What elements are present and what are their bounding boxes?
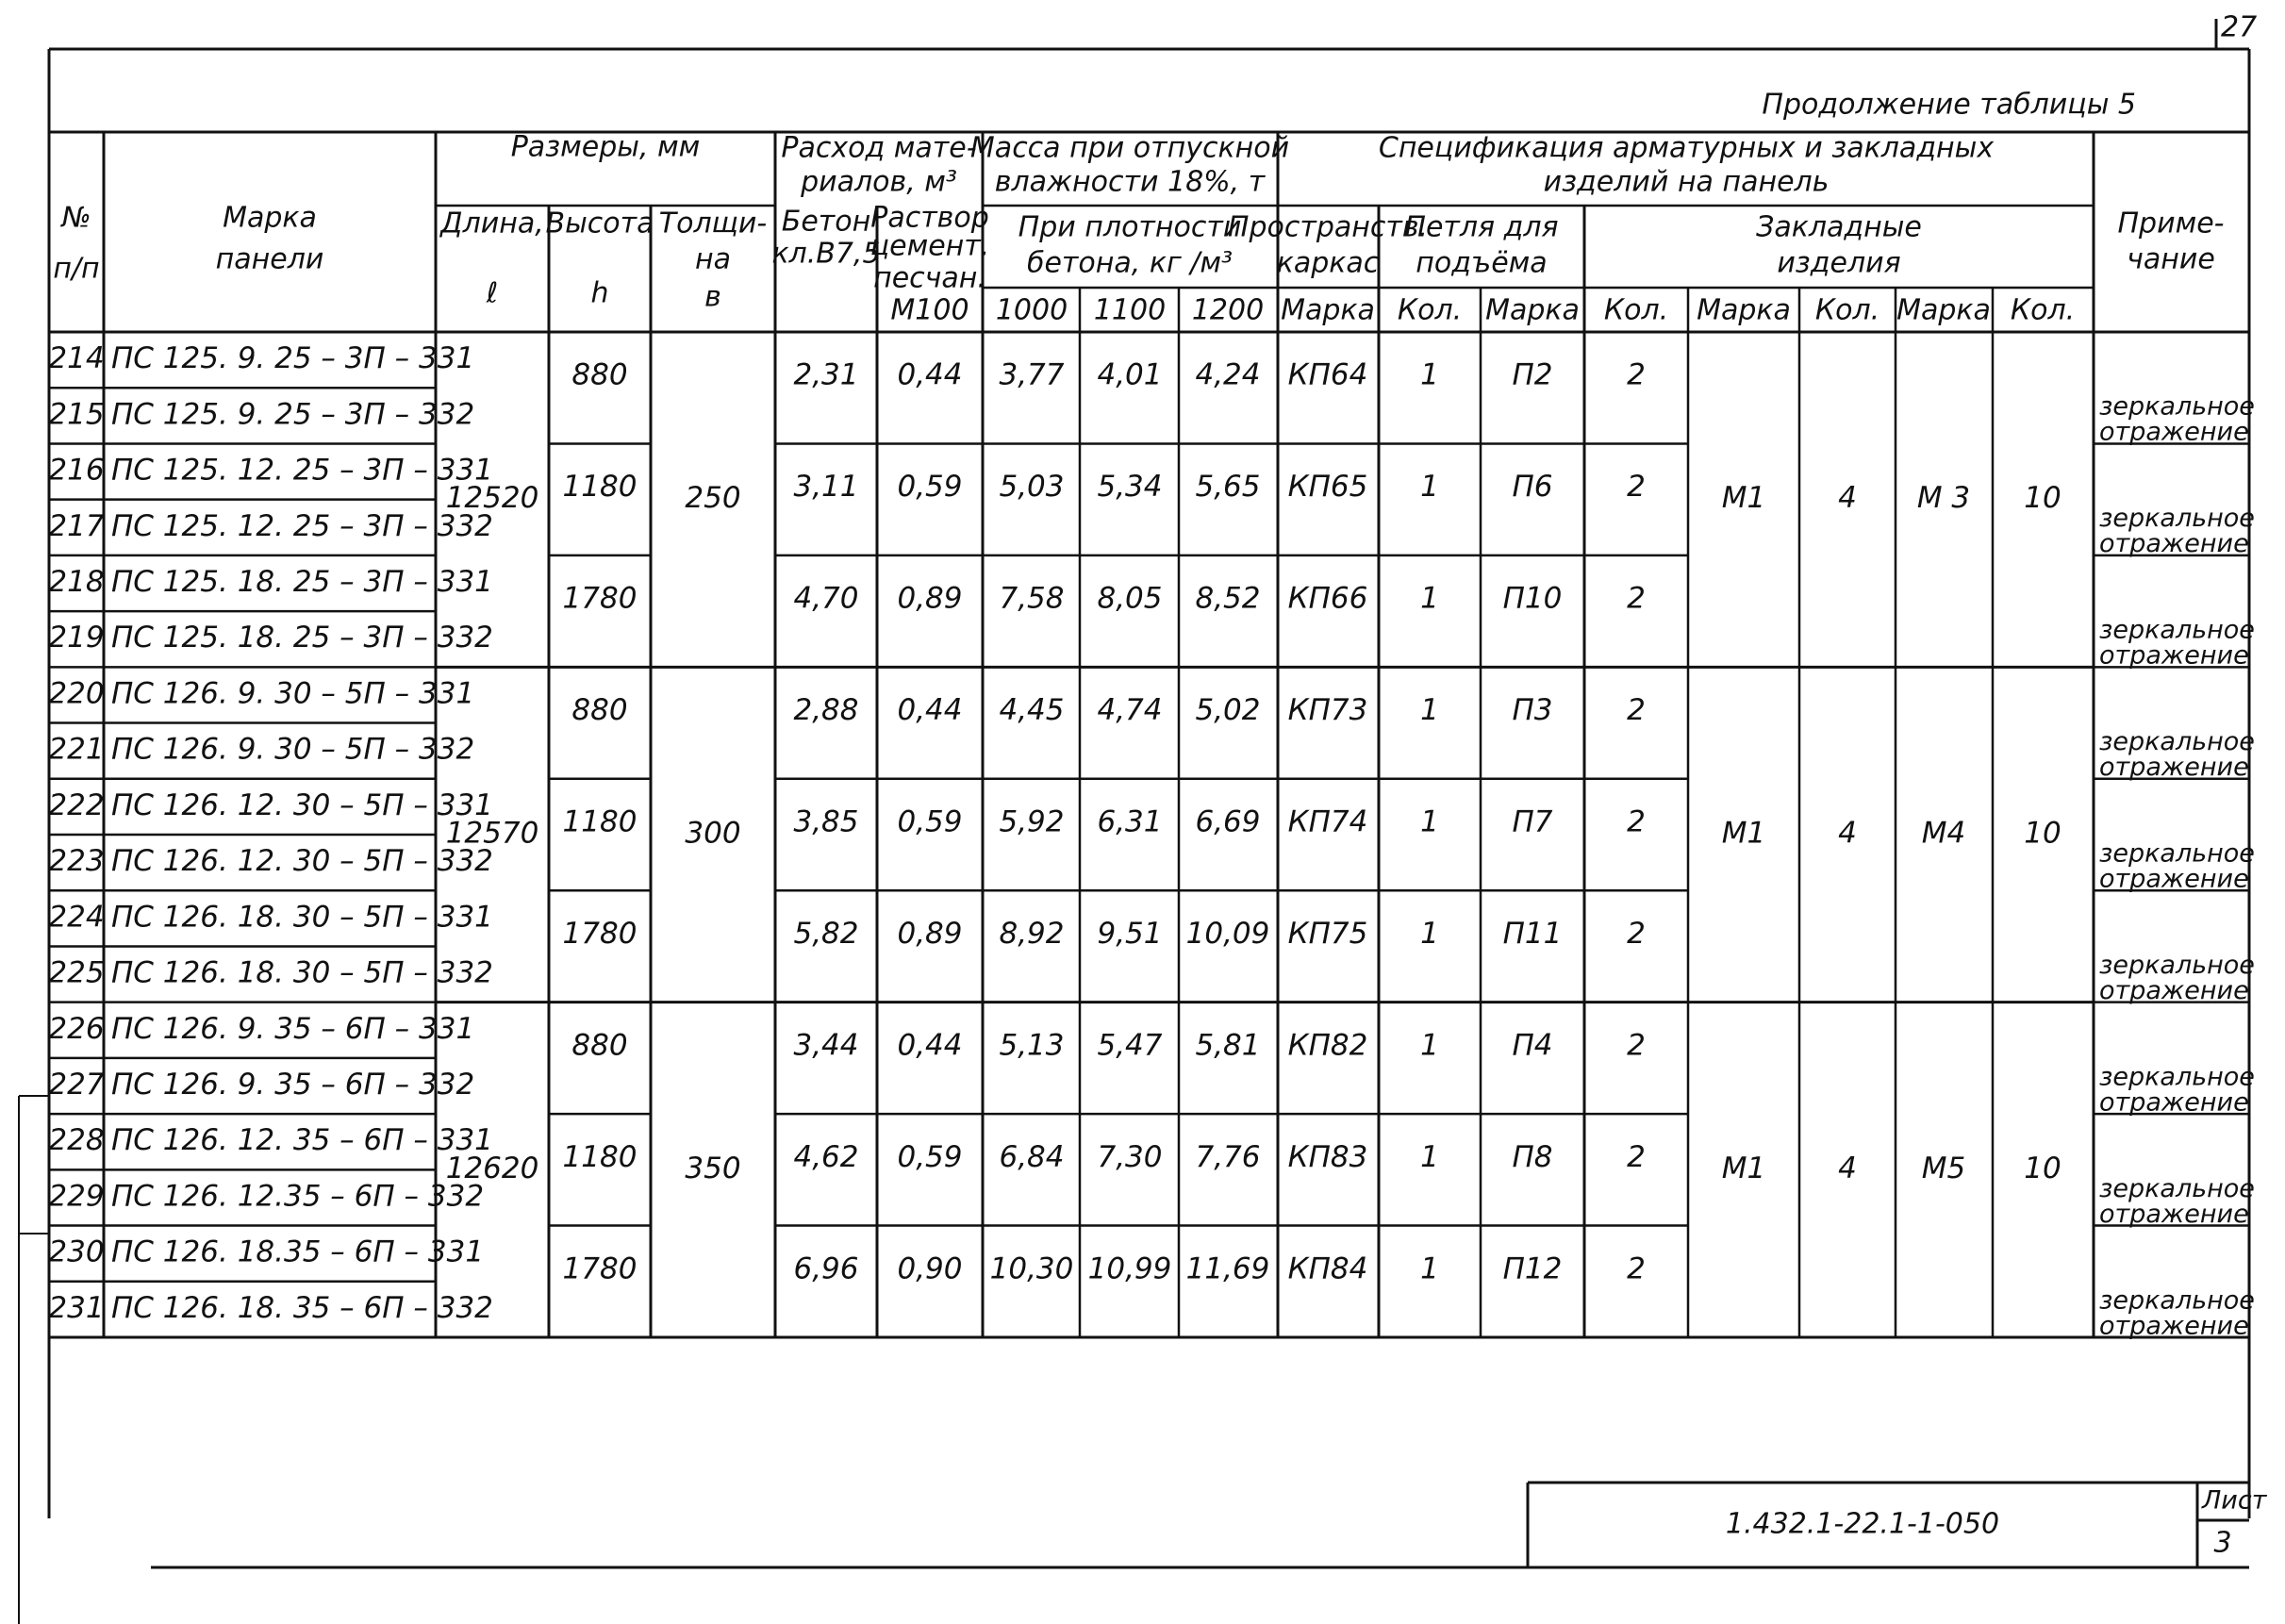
remark-mirror: зеркальное xyxy=(2099,727,2255,757)
mortar-volume: 0,89 xyxy=(897,581,963,616)
row-number: 214 xyxy=(48,341,105,376)
header-thickness: Толщи- xyxy=(658,207,768,240)
loop-brand: П6 xyxy=(1512,470,1553,505)
panel-height: 1780 xyxy=(562,916,637,951)
embedded-brand: М5 xyxy=(1921,1151,1966,1185)
row-number: 222 xyxy=(48,787,105,822)
row-number: 230 xyxy=(48,1235,105,1269)
panel-mark: ПС 126. 9. 35 – 6П – 332 xyxy=(111,1068,475,1102)
row-number: 227 xyxy=(48,1068,105,1102)
panel-height: 1180 xyxy=(562,470,637,505)
mass-1200: 4,24 xyxy=(1195,357,1261,392)
frame-brand: КП73 xyxy=(1287,693,1368,728)
panel-height: 1780 xyxy=(562,1251,637,1286)
remark-mirror: зеркальное xyxy=(2099,950,2255,980)
mass-1100: 6,31 xyxy=(1097,804,1163,839)
mass-1200: 5,65 xyxy=(1195,470,1261,505)
remark-mirror: зеркальное xyxy=(2099,615,2255,645)
concrete-volume: 4,70 xyxy=(793,581,859,616)
panel-mark: ПС 126. 12. 30 – 5П – 332 xyxy=(111,844,493,879)
mass-1200: 7,76 xyxy=(1195,1139,1261,1174)
header-density-1000: 1000 xyxy=(995,293,1068,327)
embedded-brand: М1 xyxy=(1721,816,1766,851)
frame-qty: 1 xyxy=(1420,693,1439,728)
header-loop: подъёма xyxy=(1416,246,1548,280)
frame-brand: КП75 xyxy=(1287,916,1368,951)
remark-mirror: отражение xyxy=(2099,1199,2249,1229)
header-mass: Масса при отпускной xyxy=(969,131,1290,165)
panel-height: 880 xyxy=(571,693,628,728)
panel-thickness: 350 xyxy=(685,1151,741,1185)
header-embedded: Закладные xyxy=(1756,210,1922,244)
loop-qty: 2 xyxy=(1627,1139,1646,1174)
remark-mirror: отражение xyxy=(2099,1087,2249,1118)
loop-qty: 2 xyxy=(1627,1028,1646,1063)
concrete-volume: 2,88 xyxy=(793,693,859,728)
mass-1000: 4,45 xyxy=(999,693,1065,728)
panel-mark: ПС 126. 18. 35 – 6П – 332 xyxy=(111,1290,493,1325)
loop-qty: 2 xyxy=(1627,581,1646,616)
loop-brand: П4 xyxy=(1512,1028,1553,1063)
row-number: 228 xyxy=(48,1123,105,1158)
loop-qty: 2 xyxy=(1627,470,1646,505)
header-length: Длина, xyxy=(440,207,544,240)
row-number: 226 xyxy=(48,1011,105,1046)
panel-length: 12570 xyxy=(445,816,539,851)
row-number: 231 xyxy=(48,1290,105,1325)
header-embedded: изделия xyxy=(1777,246,1901,280)
mortar-volume: 0,89 xyxy=(897,916,963,951)
header-spec: Спецификация арматурных и закладных xyxy=(1378,131,1995,165)
panel-height: 880 xyxy=(571,1028,628,1063)
loop-qty: 2 xyxy=(1627,804,1646,839)
header-spec: изделий на панель xyxy=(1543,165,1830,199)
panel-mark: ПС 126. 9. 35 – 6П – 331 xyxy=(111,1011,475,1046)
mortar-volume: 0,59 xyxy=(897,804,963,839)
header-mark: Марка xyxy=(223,201,317,235)
header-mortar: цемент. xyxy=(869,229,990,263)
mass-1200: 11,69 xyxy=(1185,1251,1270,1286)
panel-mark: ПС 125. 9. 25 – 3П – 332 xyxy=(111,397,475,432)
header-remark: Приме- xyxy=(2117,207,2225,240)
remark-mirror: отражение xyxy=(2099,640,2249,671)
frame-brand: КП83 xyxy=(1287,1139,1368,1174)
loop-qty: 2 xyxy=(1627,357,1646,392)
header-qty: Кол. xyxy=(1397,293,1463,327)
embedded-qty: 4 xyxy=(1838,816,1857,851)
header-remark: чание xyxy=(2127,242,2215,276)
mortar-volume: 0,44 xyxy=(897,1028,963,1063)
row-number: 224 xyxy=(48,900,105,935)
embedded-qty: 4 xyxy=(1838,1151,1857,1185)
sheet-number: 3 xyxy=(2213,1526,2232,1560)
row-number: 218 xyxy=(48,565,105,599)
loop-brand: П10 xyxy=(1502,581,1563,616)
row-number: 225 xyxy=(48,955,105,990)
header-height: Высота xyxy=(545,207,654,240)
mass-1200: 8,52 xyxy=(1195,581,1261,616)
header-mortar: М100 xyxy=(890,293,969,327)
mass-1100: 5,47 xyxy=(1097,1028,1163,1063)
frame-qty: 1 xyxy=(1420,804,1439,839)
loop-qty: 2 xyxy=(1627,1251,1646,1286)
panel-length: 12620 xyxy=(445,1151,539,1185)
panel-mark: ПС 125. 12. 25 – 3П – 332 xyxy=(111,508,493,543)
concrete-volume: 4,62 xyxy=(793,1139,859,1174)
embedded-brand: М4 xyxy=(1921,816,1966,851)
panel-height: 1180 xyxy=(562,804,637,839)
header-thickness: в xyxy=(704,280,721,314)
panel-mark: ПС 126. 18.35 – 6П – 331 xyxy=(111,1235,485,1269)
panel-mark: ПС 125. 12. 25 – 3П – 331 xyxy=(111,453,493,488)
header-brand: Марка xyxy=(1485,293,1580,327)
header-density-1200: 1200 xyxy=(1191,293,1265,327)
mass-1000: 5,13 xyxy=(999,1028,1065,1063)
panel-thickness: 250 xyxy=(685,481,741,516)
row-number: 217 xyxy=(48,508,105,543)
remark-mirror: зеркальное xyxy=(2099,838,2255,869)
mass-1000: 10,30 xyxy=(989,1251,1074,1286)
frame-qty: 1 xyxy=(1420,357,1439,392)
panel-height: 1180 xyxy=(562,1139,637,1174)
remark-mirror: зеркальное xyxy=(2099,391,2255,422)
embedded-qty: 4 xyxy=(1838,481,1857,516)
frame-brand: КП64 xyxy=(1287,357,1368,392)
row-number: 220 xyxy=(48,676,105,711)
concrete-volume: 3,85 xyxy=(793,804,859,839)
mass-1100: 7,30 xyxy=(1097,1139,1163,1174)
mass-1200: 5,81 xyxy=(1195,1028,1261,1063)
embedded-brand: М1 xyxy=(1721,481,1766,516)
loop-qty: 2 xyxy=(1627,916,1646,951)
mass-1100: 10,99 xyxy=(1087,1251,1172,1286)
mortar-volume: 0,44 xyxy=(897,693,963,728)
remark-mirror: отражение xyxy=(2099,975,2249,1005)
frame-qty: 1 xyxy=(1420,1251,1439,1286)
remark-mirror: зеркальное xyxy=(2099,1173,2255,1203)
frame-qty: 1 xyxy=(1420,1028,1439,1063)
row-number: 229 xyxy=(48,1179,105,1214)
loop-brand: П8 xyxy=(1512,1139,1553,1174)
loop-qty: 2 xyxy=(1627,693,1646,728)
header-frame: каркас xyxy=(1276,246,1380,280)
header-mortar: Раствор xyxy=(870,201,989,235)
mortar-volume: 0,59 xyxy=(897,470,963,505)
frame-qty: 1 xyxy=(1420,1139,1439,1174)
remark-mirror: отражение xyxy=(2099,753,2249,783)
mortar-volume: 0,90 xyxy=(897,1251,963,1286)
header-length: ℓ xyxy=(486,276,499,310)
concrete-volume: 6,96 xyxy=(793,1251,859,1286)
header-mortar: песчан. xyxy=(873,261,986,295)
continuation-title: Продолжение таблицы 5 xyxy=(1762,88,2136,122)
header-brand: Марка xyxy=(1281,293,1375,327)
mass-1000: 5,03 xyxy=(999,470,1065,505)
header-density-1100: 1100 xyxy=(1093,293,1167,327)
embedded-qty: 10 xyxy=(2024,481,2061,516)
frame-brand: КП84 xyxy=(1287,1251,1368,1286)
header-brand: Марка xyxy=(1896,293,1991,327)
panel-mark: ПС 125. 9. 25 – 3П – 331 xyxy=(111,341,475,376)
embedded-qty: 10 xyxy=(2024,816,2061,851)
header-frame: Пространств. xyxy=(1227,210,1429,244)
embedded-brand: М1 xyxy=(1721,1151,1766,1185)
loop-brand: П11 xyxy=(1502,916,1563,951)
header-materials: риалов, м³ xyxy=(801,165,957,199)
header-thickness: на xyxy=(695,242,731,276)
remark-mirror: отражение xyxy=(2099,864,2249,894)
mortar-volume: 0,44 xyxy=(897,357,963,392)
row-number: 223 xyxy=(48,844,105,879)
frame-brand: КП66 xyxy=(1287,581,1368,616)
remark-mirror: зеркальное xyxy=(2099,1062,2255,1092)
header-height: h xyxy=(590,276,609,310)
panel-height: 880 xyxy=(571,357,628,392)
panel-mark: ПС 126. 12. 30 – 5П – 331 xyxy=(111,787,493,822)
row-number: 221 xyxy=(48,732,105,767)
sheet-label: Лист xyxy=(2202,1485,2267,1516)
row-number: 215 xyxy=(48,397,105,432)
header-brand: Марка xyxy=(1697,293,1791,327)
mortar-volume: 0,59 xyxy=(897,1139,963,1174)
header-sizes: Размеры, мм xyxy=(510,130,701,164)
panel-mark: ПС 126. 18. 30 – 5П – 332 xyxy=(111,955,493,990)
header-qty: Кол. xyxy=(2010,293,2076,327)
mass-1000: 5,92 xyxy=(999,804,1065,839)
mass-1100: 4,74 xyxy=(1097,693,1163,728)
panel-thickness: 300 xyxy=(685,816,741,851)
remark-mirror: отражение xyxy=(2099,417,2249,447)
row-number: 219 xyxy=(48,621,105,655)
document-code: 1.432.1-22.1-1-050 xyxy=(1725,1507,2000,1541)
panel-mark: ПС 126. 9. 30 – 5П – 332 xyxy=(111,732,475,767)
mass-1000: 3,77 xyxy=(999,357,1065,392)
frame-qty: 1 xyxy=(1420,916,1439,951)
remark-mirror: зеркальное xyxy=(2099,1285,2255,1316)
frame-qty: 1 xyxy=(1420,470,1439,505)
header-qty: Кол. xyxy=(1603,293,1669,327)
row-number: 216 xyxy=(48,453,105,488)
panel-mark: ПС 126. 18. 30 – 5П – 331 xyxy=(111,900,493,935)
panel-mark: ПС 126. 9. 30 – 5П – 331 xyxy=(111,676,475,711)
mass-1000: 7,58 xyxy=(999,581,1065,616)
panel-mark: ПС 126. 12. 35 – 6П – 331 xyxy=(111,1123,493,1158)
header-density: бетона, кг /м³ xyxy=(1026,246,1234,280)
remark-mirror: отражение xyxy=(2099,1311,2249,1341)
panel-mark: ПС 126. 12.35 – 6П – 332 xyxy=(111,1179,485,1214)
concrete-volume: 5,82 xyxy=(793,916,859,951)
concrete-volume: 2,31 xyxy=(793,357,859,392)
panel-length: 12520 xyxy=(445,481,539,516)
panel-height: 1780 xyxy=(562,581,637,616)
loop-brand: П12 xyxy=(1502,1251,1563,1286)
sheet-number-corner: 27 xyxy=(2221,10,2258,44)
frame-brand: КП82 xyxy=(1287,1028,1368,1063)
header-mark: панели xyxy=(215,242,324,276)
header-materials: Расход мате- xyxy=(781,131,977,165)
mass-1100: 9,51 xyxy=(1097,916,1163,951)
header-concrete: кл.В7,5 xyxy=(771,237,881,271)
mass-1200: 10,09 xyxy=(1185,916,1270,951)
header-mass: влажности 18%, т xyxy=(994,165,1266,199)
remark-mirror: отражение xyxy=(2099,529,2249,559)
loop-brand: П2 xyxy=(1512,357,1553,392)
mass-1100: 5,34 xyxy=(1097,470,1163,505)
panel-mark: ПС 125. 18. 25 – 3П – 331 xyxy=(111,565,493,599)
frame-brand: КП74 xyxy=(1287,804,1368,839)
concrete-volume: 3,44 xyxy=(793,1028,859,1063)
remark-mirror: зеркальное xyxy=(2099,504,2255,534)
embedded-brand: М 3 xyxy=(1916,481,1971,516)
header-loop: Петля для xyxy=(1404,210,1559,244)
header-qty: Кол. xyxy=(1814,293,1880,327)
frame-qty: 1 xyxy=(1420,581,1439,616)
panel-mark: ПС 125. 18. 25 – 3П – 332 xyxy=(111,621,493,655)
embedded-qty: 10 xyxy=(2024,1151,2061,1185)
frame-brand: КП65 xyxy=(1287,470,1368,505)
header-density: При плотности xyxy=(1018,210,1242,244)
header-num: № xyxy=(61,201,91,235)
loop-brand: П7 xyxy=(1512,804,1553,839)
concrete-volume: 3,11 xyxy=(793,470,859,505)
mass-1100: 8,05 xyxy=(1097,581,1163,616)
loop-brand: П3 xyxy=(1512,693,1553,728)
mass-1000: 8,92 xyxy=(999,916,1065,951)
header-num: п/п xyxy=(53,252,100,286)
mass-1200: 5,02 xyxy=(1195,693,1261,728)
mass-1100: 4,01 xyxy=(1097,357,1163,392)
mass-1200: 6,69 xyxy=(1195,804,1261,839)
header-concrete: Бетон xyxy=(781,205,871,239)
mass-1000: 6,84 xyxy=(999,1139,1065,1174)
